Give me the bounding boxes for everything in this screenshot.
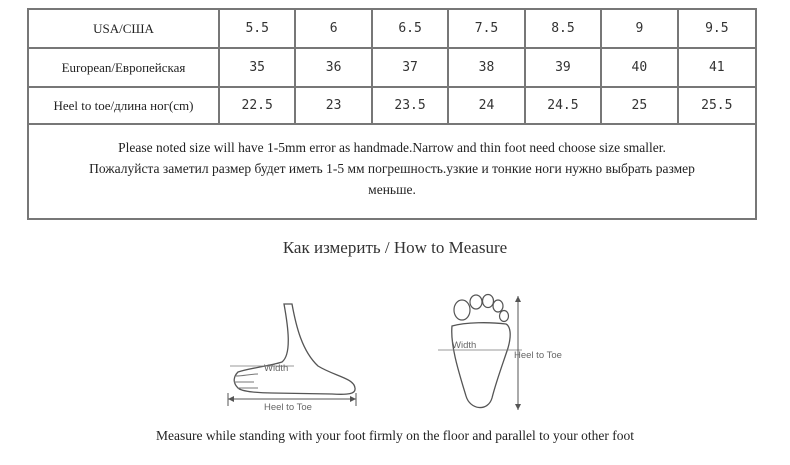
table-row-heel-to-toe (29, 88, 755, 125)
arrow-right-icon (350, 396, 356, 402)
measure-title: Как измерить / How to Measure (282, 238, 508, 257)
foot-sole-view-diagram (430, 286, 580, 416)
table-cell: 41 (708, 60, 725, 75)
table-cell: 24 (449, 88, 525, 123)
sole-length-label: Heel to Toe (514, 350, 562, 361)
table-cell: 6.5 (373, 10, 449, 47)
table-cell: 7.5 (449, 10, 525, 47)
toe-5 (500, 311, 509, 322)
note-russian: Пожалуйста заметил размер будет иметь 1-5 мм погрешность.узкие и тонкие ноги нужно выбрать размер (89, 161, 695, 176)
row-label: European/Европейская (29, 49, 220, 86)
table-cell: 23 (296, 88, 372, 123)
size-table (27, 8, 757, 220)
big-toe (454, 300, 470, 320)
table-cell: 23.5 (373, 88, 449, 123)
table-cell: 9.5 (705, 21, 729, 36)
row-label: USA/США (29, 10, 220, 47)
table-cell: 6 (296, 10, 372, 47)
toe-lines (234, 374, 258, 388)
note-russian-cont: меньше. (368, 182, 416, 197)
table-cell: 25.5 (701, 98, 733, 113)
table-cell: 40 (602, 49, 678, 86)
table-cell: 25 (602, 88, 678, 123)
side-width-label: Width (264, 363, 289, 374)
arrow-left-icon (228, 396, 234, 402)
table-cell: 36 (296, 49, 372, 86)
sole-width-label: Width (452, 340, 477, 351)
arrow-up-icon (515, 296, 521, 302)
table-cell: 8.5 (526, 10, 602, 47)
note-english: Please noted size will have 1-5mm error as handmade.Narrow and thin foot need choose size smaller. (118, 140, 666, 155)
size-note (29, 137, 755, 200)
table-cell: 35 (220, 49, 296, 86)
table-row-european (29, 49, 755, 88)
table-cell: 38 (449, 49, 525, 86)
table-cell: 37 (373, 49, 449, 86)
row-label: Heel to toe/длина ног(cm) (29, 88, 220, 123)
table-cell: 39 (526, 49, 602, 86)
arrow-down-icon (515, 404, 521, 410)
toe-3 (483, 295, 494, 308)
foot-side-outline (234, 304, 355, 394)
toe-2 (470, 295, 482, 309)
table-cell: 5.5 (220, 10, 296, 47)
table-cell: 9 (602, 10, 678, 47)
table-cell: 24.5 (526, 88, 602, 123)
table-row-usa (29, 10, 755, 49)
side-length-label: Heel to Toe (264, 402, 312, 413)
foot-side-view-diagram (222, 296, 362, 414)
measure-caption: Measure while standing with your foot firmly on the floor and parallel to your other foot (155, 428, 634, 443)
sole-outline (452, 323, 510, 408)
toe-4 (493, 300, 503, 312)
table-cell: 22.5 (220, 88, 296, 123)
